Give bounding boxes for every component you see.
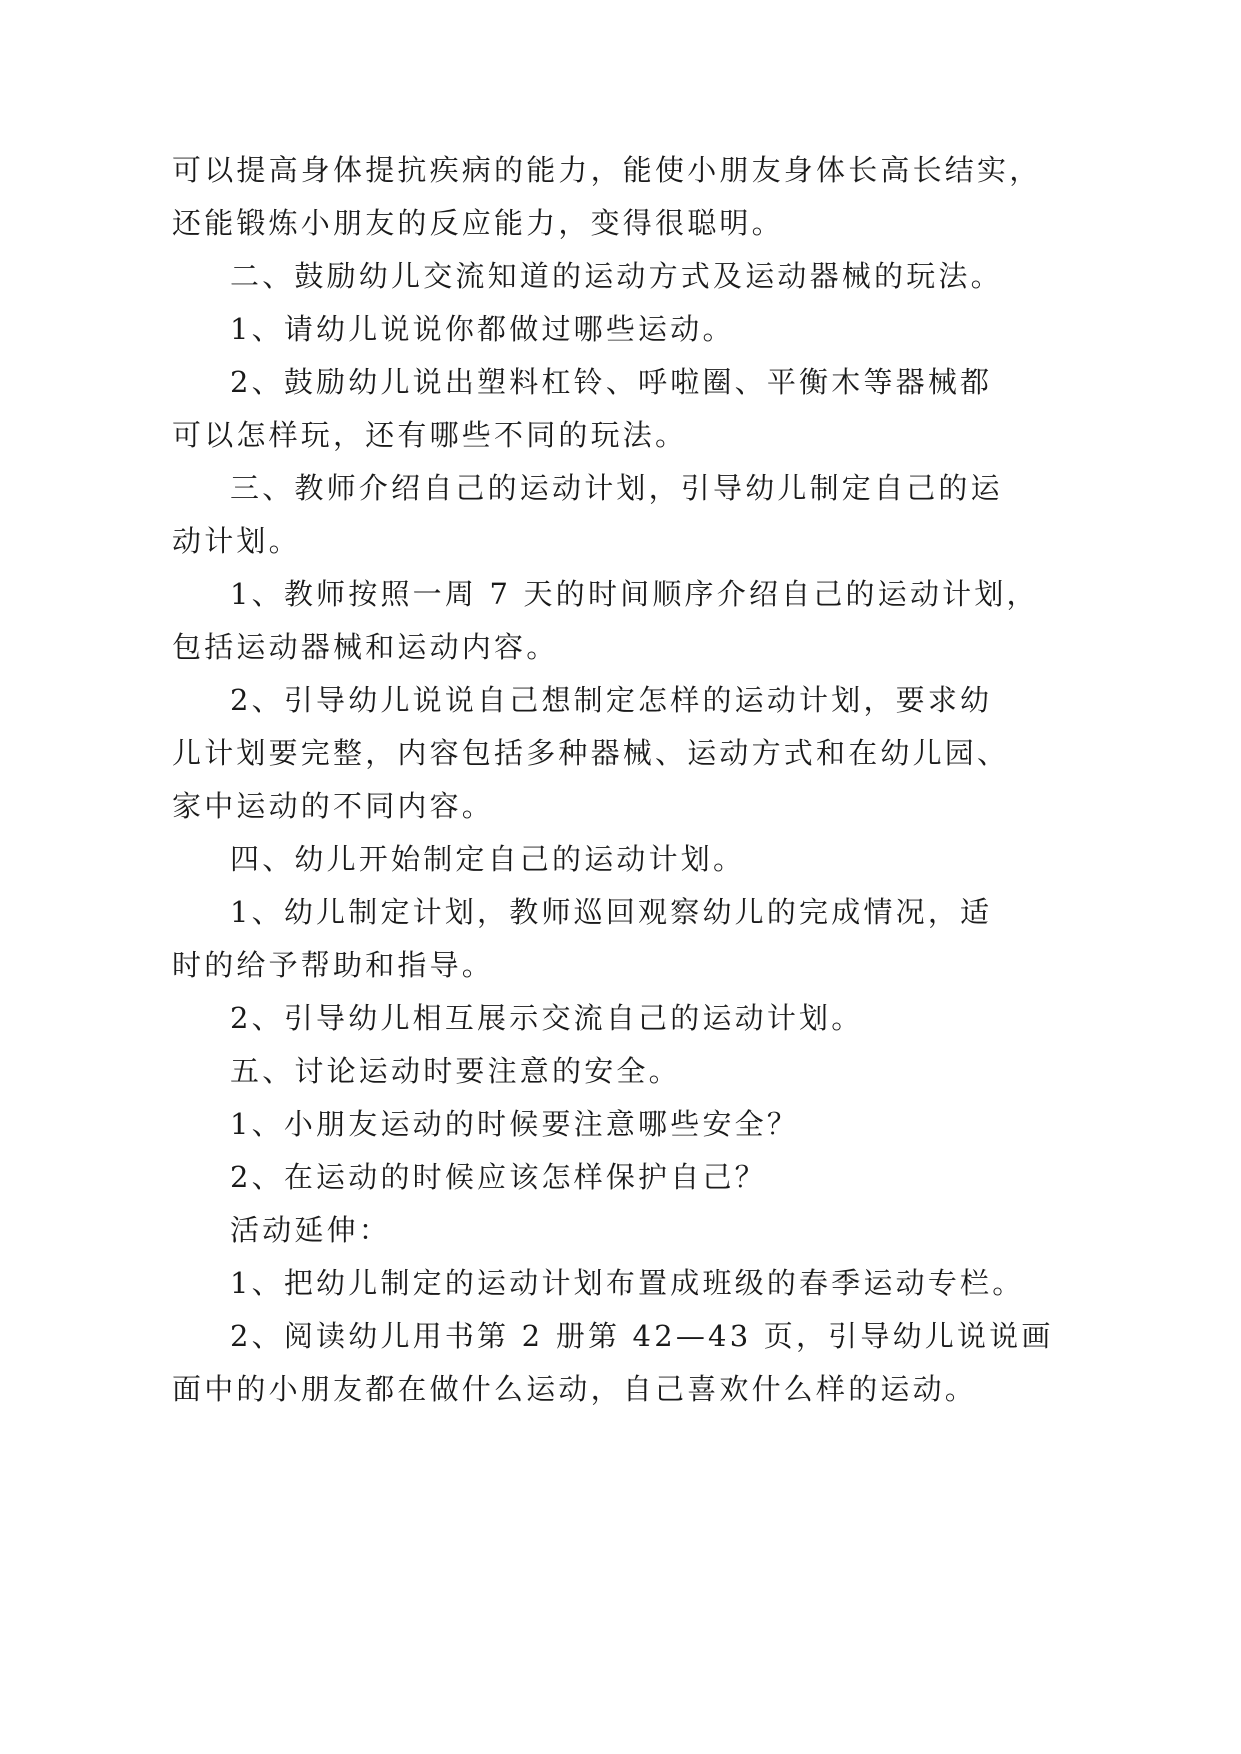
- section-heading: 四、幼儿开始制定自己的运动计划。: [230, 842, 746, 876]
- body-line: 可以提高身体提抗疾病的能力，能使小朋友身体长高长结实，: [172, 153, 1042, 187]
- body-line: 动计划。: [172, 524, 301, 558]
- list-item: 1、幼儿制定计划，教师巡回观察幼儿的完成情况，适: [230, 895, 993, 929]
- body-line: 可以怎样玩，还有哪些不同的玩法。: [172, 418, 688, 452]
- list-item: 1、把幼儿制定的运动计划布置成班级的春季运动专栏。: [230, 1266, 1025, 1300]
- body-line: 家中运动的不同内容。: [172, 789, 495, 823]
- list-item: 2、鼓励幼儿说出塑料杠铃、呼啦圈、平衡木等器械都: [230, 365, 993, 399]
- list-item: 2、引导幼儿说说自己想制定怎样的运动计划，要求幼: [230, 683, 993, 717]
- body-line: 包括运动器械和运动内容。: [172, 630, 559, 664]
- body-line: 面中的小朋友都在做什么运动，自己喜欢什么样的运动。: [172, 1372, 978, 1406]
- list-item: 1、教师按照一周 7 天的时间顺序介绍自己的运动计划，: [230, 577, 1039, 611]
- section-heading: 二、鼓励幼儿交流知道的运动方式及运动器械的玩法。: [230, 259, 1003, 293]
- section-heading: 五、讨论运动时要注意的安全。: [230, 1054, 681, 1088]
- section-heading: 三、教师介绍自己的运动计划，引导幼儿制定自己的运: [230, 471, 1003, 505]
- list-item: 1、小朋友运动的时候要注意哪些安全？: [230, 1107, 800, 1141]
- list-item: 2、在运动的时候应该怎样保护自己？: [230, 1160, 767, 1194]
- list-item: 2、阅读幼儿用书第 2 册第 42—43 页，引导幼儿说说画: [230, 1319, 1054, 1353]
- body-line: 时的给予帮助和指导。: [172, 948, 495, 982]
- body-line: 还能锻炼小朋友的反应能力，变得很聪明。: [172, 206, 784, 240]
- list-item: 1、请幼儿说说你都做过哪些运动。: [230, 312, 735, 346]
- section-heading: 活动延伸：: [230, 1213, 392, 1247]
- list-item: 2、引导幼儿相互展示交流自己的运动计划。: [230, 1001, 864, 1035]
- body-line: 儿计划要完整，内容包括多种器械、运动方式和在幼儿园、: [172, 736, 1010, 770]
